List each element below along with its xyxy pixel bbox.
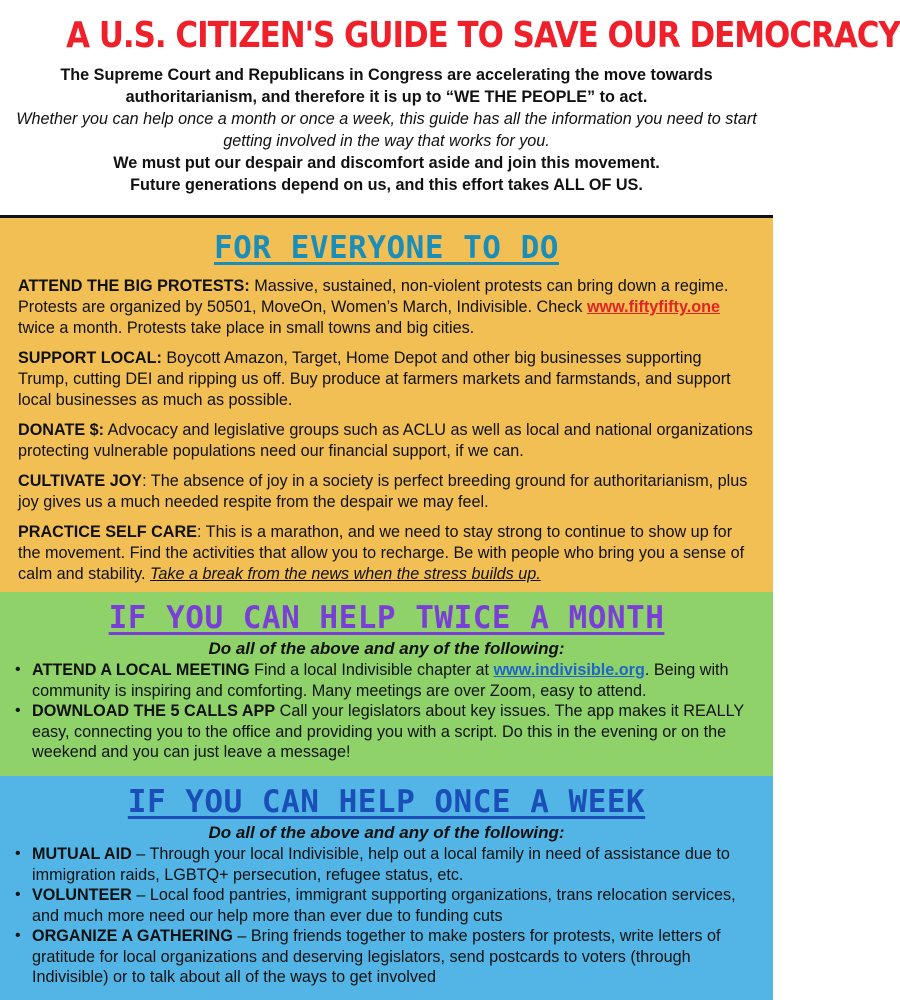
item-self-care [18, 522, 755, 585]
section-title-twice-month: IF YOU CAN HELP TWICE A MONTH [108, 600, 665, 636]
section-twice-month [0, 592, 773, 776]
section-subtitle: Do all of the above and any of the following: [208, 639, 565, 658]
item-text-2: . Being with community is inspiring and comforting. Many meetings are over Zoom, easy to attend. [32, 661, 729, 700]
list-item [12, 701, 761, 763]
item-text: Boycott Amazon, Target, Home Depot and other big businesses supporting Trump, cutting DEI and ripping us off. Buy produce at farmers markets and farmstands, and support local businesses as much as possible. [18, 349, 731, 409]
intro-line-1: The Supreme Court and Republicans in Congress are accelerating the move towards authoritarianism, and therefore it is up to “WE THE PEOPLE” to act. [60, 66, 713, 106]
intro [14, 64, 759, 196]
item-lead: VOLUNTEER [32, 886, 132, 904]
item-text: Find a local Indivisible chapter at [249, 661, 494, 679]
section-everyone [0, 218, 773, 592]
item-text: – Local food pantries, immigrant supporting organizations, trans relocation services, and much more need our help more than ever due to funding cuts [32, 886, 736, 925]
bullet: • [15, 661, 21, 678]
list-item [12, 844, 761, 885]
item-lead: DONATE $: [18, 421, 105, 439]
list-item [12, 926, 761, 988]
item-text: Massive, sustained, non-violent protests can bring down a regime. Protests are organized by 50501, MoveOn, Women’s March, Indivisible. Check [18, 277, 729, 316]
section-subtitle: Do all of the above and any of the following: [208, 823, 565, 842]
header [0, 0, 900, 218]
bullet: • [15, 927, 21, 944]
item-lead: ATTEND A LOCAL MEETING [32, 661, 250, 679]
item-text: : This is a marathon, and we need to stay strong to continue to show up for the movement. Find the activities that allow you to recharge. Be with people who bring you a sense of calm and stability. [18, 523, 745, 583]
item-text: – Through your local Indivisible, help out a local family in need of assistance due to immigration raids, LGBTQ+ persecution, refugee status, etc. [32, 845, 730, 884]
item-text: Call your legislators about key issues. The app makes it REALLY easy, connecting you to the office and providing you with a script. Do this in the evening or on the weekend and you can just leave a message! [32, 702, 744, 761]
item-lead: MUTUAL AID [32, 845, 132, 863]
section-once-week [0, 776, 773, 1000]
item-text: – Bring friends together to make posters for protests, write letters of gratitude for local organizations and deserving legislators, send postcards to voters (through Indivisible) or to talk about all of the ways to get involved [32, 927, 721, 986]
item-text: Advocacy and legislative groups such as ACLU as well as local and national organizations protecting vulnerable populations need our financial support, if we can. [18, 421, 753, 460]
section-title-everyone: FOR EVERYONE TO DO [214, 230, 559, 266]
page-title: A U.S. CITIZEN'S GUIDE TO SAVE OUR DEMOCRACY [66, 15, 900, 56]
list-item [12, 885, 761, 926]
fiftyfifty-link[interactable]: www.fiftyfifty.one [586, 298, 721, 316]
item-text: : The absence of joy in a society is perfect breeding ground for authoritarianism, plus joy gives us a much needed respite from the despair we may feel. [18, 472, 748, 511]
intro-line-3: We must put our despair and discomfort aside and join this movement. [113, 154, 660, 172]
indivisible-link[interactable]: www.indivisible.org [493, 661, 645, 679]
item-text-2: twice a month. Protests take place in small towns and big cities. [18, 319, 475, 337]
bullet: • [15, 845, 21, 862]
item-joy [18, 471, 755, 513]
item-donate [18, 420, 755, 462]
intro-line-4: Future generations depend on us, and this effort takes ALL OF US. [130, 176, 643, 194]
item-protests [18, 276, 755, 339]
item-lead: CULTIVATE JOY [18, 472, 143, 490]
item-lead: DOWNLOAD THE 5 CALLS APP [32, 702, 276, 720]
list-item [12, 660, 761, 701]
item-lead: ORGANIZE A GATHERING [32, 927, 233, 945]
bullet: • [15, 886, 21, 903]
item-support-local [18, 348, 755, 411]
section-title-once-week: IF YOU CAN HELP ONCE A WEEK [127, 784, 646, 820]
intro-line-2: Whether you can help once a month or once a week, this guide has all the information you need to start getting involved in the way that works for you. [16, 110, 757, 150]
item-lead: ATTEND THE BIG PROTESTS: [18, 277, 250, 295]
item-lead: PRACTICE SELF CARE [18, 523, 197, 541]
twice-list [12, 660, 761, 763]
item-emphasis: Take a break from the news when the stress builds up. [149, 565, 541, 583]
bullet: • [15, 702, 21, 719]
weekly-list [12, 844, 761, 988]
item-lead: SUPPORT LOCAL: [18, 349, 162, 367]
